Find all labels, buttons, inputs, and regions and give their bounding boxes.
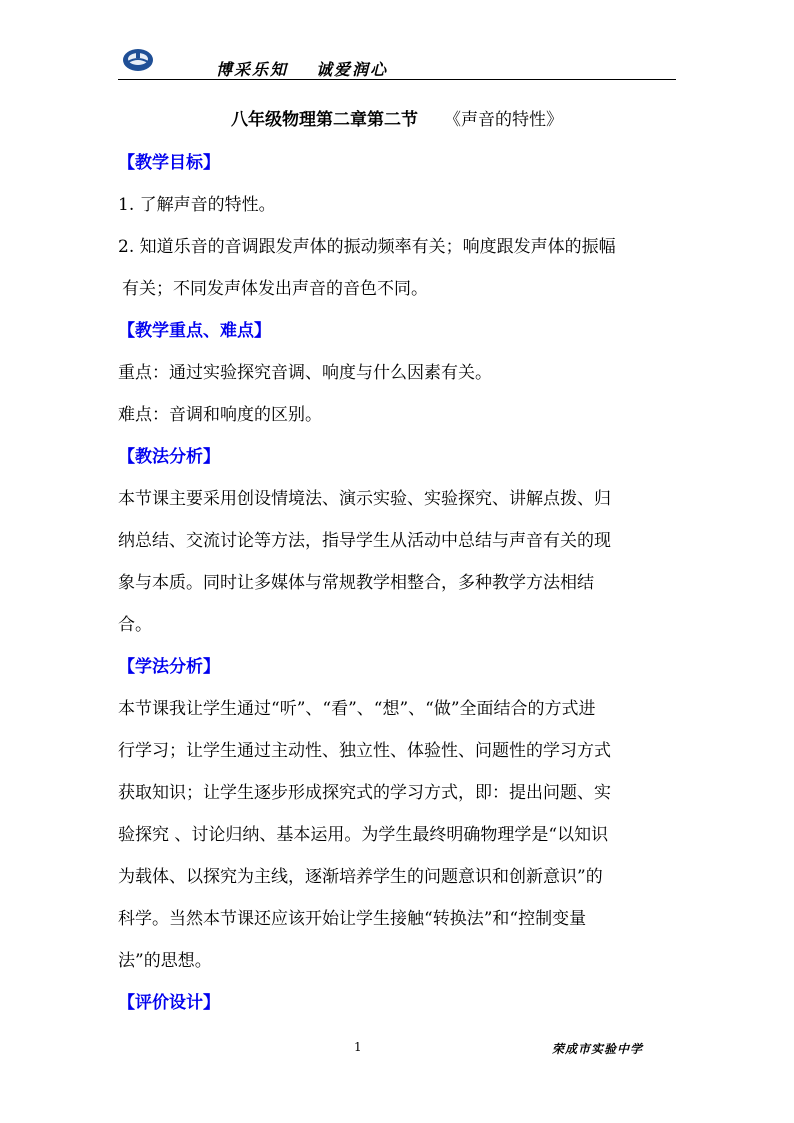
section-heading: 【学法分析】 [118, 657, 220, 677]
body-text-line: 重点：通过实验探究音调、响度与什么因素有关。 [118, 363, 492, 383]
body-text-line: 合。 [118, 615, 152, 635]
section-heading: 【教法分析】 [118, 447, 220, 467]
page-footer [0, 1040, 794, 1060]
body-text-line: 难点：音调和响度的区别。 [118, 405, 322, 425]
motto-right: 诚爱润心 [316, 60, 389, 79]
body-text-line: 法”的思想。 [118, 951, 212, 971]
header-motto [216, 57, 388, 80]
body-text-line: 象与本质。同时让多媒体与常规教学相整合，多种教学方法相结 [118, 573, 594, 593]
body-text-line: 本节课我让学生通过“听”、“看”、“想”、“做”全面结合的方式进 [118, 699, 596, 719]
header-divider [118, 79, 676, 80]
body-text-line: 获取知识；让学生逐步形成探究式的学习方式，即：提出问题、实 [118, 783, 611, 803]
body-text-line: 1. 了解声音的特性。 [118, 195, 276, 215]
body-text-line: 为载体、以探究为主线，逐渐培养学生的问题意识和创新意识”的 [118, 867, 603, 887]
motto-left: 博采乐知 [216, 60, 289, 79]
title-main: 八年级物理第二章第二节 [231, 110, 418, 130]
body-text-line: 行学习；让学生通过主动性、独立性、体验性、问题性的学习方式 [118, 741, 611, 761]
page-header [118, 44, 676, 80]
section-heading: 【评价设计】 [118, 993, 220, 1013]
section-heading: 【教学目标】 [118, 153, 220, 173]
school-logo-icon [122, 48, 154, 72]
body-text-line: 本节课主要采用创设情境法、演示实验、实验探究、讲解点拨、归 [118, 489, 611, 509]
document-title [118, 105, 676, 130]
document-body [118, 142, 678, 1024]
body-text-line: 纳总结、交流讨论等方法，指导学生从活动中总结与声音有关的现 [118, 531, 611, 551]
section-heading: 【教学重点、难点】 [118, 321, 271, 341]
school-name: 荣成市实验中学 [552, 1042, 644, 1056]
page-number: 1 [354, 1040, 362, 1054]
title-sub: 《声音的特性》 [444, 110, 563, 130]
body-text-line: 有关；不同发声体发出声音的音色不同。 [122, 279, 428, 299]
body-text-line: 验探究 、讨论归纳、基本运用。为学生最终明确物理学是“以知识 [118, 825, 609, 845]
body-text-line: 2. 知道乐音的音调跟发声体的振动频率有关；响度跟发声体的振幅 [118, 237, 616, 257]
body-text-line: 科学。当然本节课还应该开始让学生接触“转换法”和“控制变量 [118, 909, 587, 929]
